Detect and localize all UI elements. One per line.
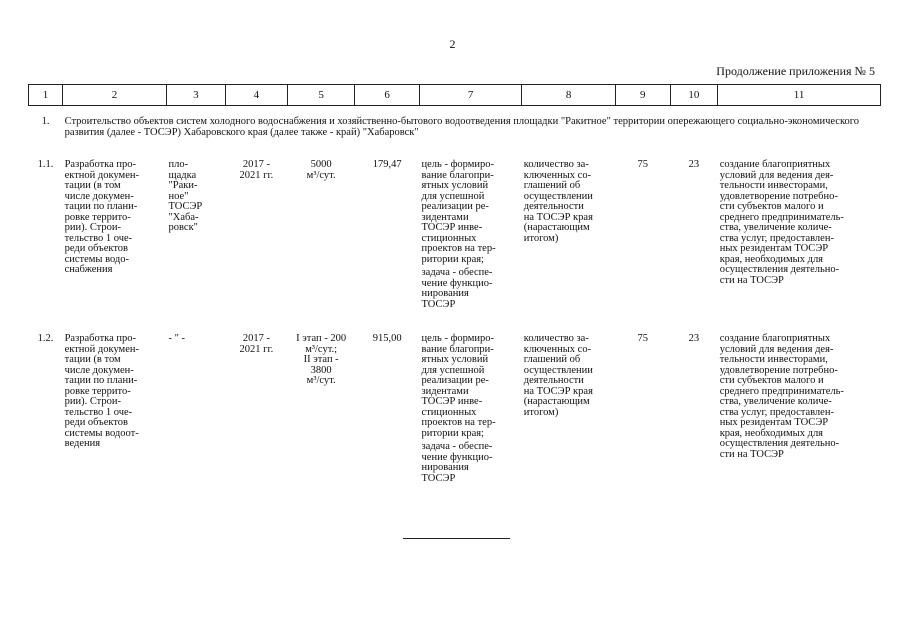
text-line: условий для ведения дея-	[719, 343, 834, 355]
goal-task-cell	[420, 140, 522, 334]
text-line: пло-	[168, 159, 189, 171]
text-line: рии). Строи-	[64, 396, 122, 408]
row-number: 1.2.	[37, 333, 54, 345]
text-line: тации (в том	[64, 354, 121, 366]
text-line: ТОСЭР инве-	[421, 222, 483, 234]
text-line: тельности инвесторами,	[719, 180, 828, 192]
text-line: осуществления деятельно-	[719, 438, 840, 450]
text-line: тации по плани-	[64, 375, 138, 387]
goal-task-cell	[420, 334, 522, 508]
text-line: ства, увеличение количе-	[719, 396, 832, 408]
task-text	[422, 442, 520, 484]
text-line: системы водо-	[64, 253, 130, 265]
bottom-rule	[403, 538, 510, 539]
continuation-title: Продолжение приложения № 5	[716, 64, 875, 78]
text-line: стиционных	[421, 232, 477, 244]
text-line: числе докумен-	[64, 364, 134, 376]
cost-cell: 915,00	[372, 333, 402, 345]
text-line: ритории края;	[421, 427, 484, 439]
text-line: ное"	[168, 190, 189, 202]
text-line: ства, увеличение количе-	[719, 222, 832, 234]
text-line: чение функцио-	[421, 451, 493, 463]
text-line: снабжения	[64, 264, 113, 276]
period-cell	[225, 140, 287, 334]
text-line: ведения	[64, 438, 101, 450]
section-title: Строительство объектов систем холодного водоснабжения и хозяйственно-бытового водоотведения площадки "Ракитное" территории опережающего социально-экономического развития (далее - ТОСЭР) Хабаровского края (далее также - край) "Хабаровск"	[64, 116, 860, 139]
effect-cell	[718, 140, 881, 334]
text-line: тации по плани-	[64, 201, 138, 213]
text-line: ТОСЭР инве-	[421, 396, 483, 408]
text-line: 2017 -	[242, 159, 270, 171]
text-line: (нарастающим	[523, 396, 590, 408]
text-line: зидентами	[421, 211, 469, 223]
goal-text	[422, 160, 520, 265]
text-line: на ТОСЭР края	[523, 385, 593, 397]
text-line: для успешной	[421, 190, 485, 202]
text-line: 2021 гг.	[239, 343, 274, 355]
text-line: 2017 -	[242, 333, 270, 345]
table-row	[29, 140, 881, 334]
header-cell-3: 3	[167, 85, 226, 106]
text-line: деятельности	[523, 201, 584, 213]
text-line: Разработка про-	[64, 333, 137, 345]
text-line: нирования	[421, 462, 469, 474]
row-number: 1.1.	[37, 159, 54, 171]
text-line: удовлетворение потребно-	[719, 364, 838, 376]
text-line: м³/сут.	[306, 375, 336, 387]
text-line: реализации ре-	[421, 375, 489, 387]
col10-cell: 23	[688, 333, 700, 345]
text-line: ровск"	[168, 222, 198, 234]
capacity-cell	[287, 140, 354, 334]
header-row	[29, 85, 881, 106]
header-cell-2: 2	[63, 85, 167, 106]
text-line: (нарастающим	[523, 222, 590, 234]
text-line: реди объектов	[64, 243, 128, 255]
text-line: тельство 1 оче-	[64, 232, 133, 244]
text-line: м³/сут.	[306, 169, 336, 181]
text-line: итогом)	[523, 232, 559, 244]
text-line: щадка	[168, 169, 197, 181]
text-line: тельности инвесторами,	[719, 354, 828, 366]
text-line: числе докумен-	[64, 190, 134, 202]
text-line: - " -	[168, 333, 186, 345]
text-line: ровке террито-	[64, 211, 131, 223]
text-line: реализации ре-	[421, 201, 489, 213]
col10-cell: 23	[688, 159, 700, 171]
page-number: 2	[449, 37, 456, 51]
work-name-cell	[63, 140, 167, 334]
task-text	[422, 268, 520, 310]
text-line: реди объектов	[64, 417, 128, 429]
indicator-cell	[522, 334, 616, 508]
text-line: глашений об	[523, 180, 581, 192]
text-line: удовлетворение потребно-	[719, 190, 838, 202]
text-line: деятельности	[523, 375, 584, 387]
location-cell	[167, 334, 226, 508]
location-cell	[167, 140, 226, 334]
text-line: зидентами	[421, 385, 469, 397]
goal-text	[422, 334, 520, 439]
appendix-table	[28, 84, 881, 508]
text-line: системы водоот-	[64, 427, 139, 439]
text-line: цель - формиро-	[421, 333, 494, 345]
text-line: проектов на тер-	[421, 417, 496, 429]
period-cell	[225, 334, 287, 508]
header-cell-6: 6	[355, 85, 420, 106]
text-line: создание благоприятных	[719, 333, 831, 345]
text-line: осуществления деятельно-	[719, 264, 840, 276]
header-cell-5: 5	[287, 85, 354, 106]
col9-cell: 75	[637, 333, 648, 345]
text-line: условий для ведения дея-	[719, 169, 834, 181]
item-rows	[29, 140, 881, 508]
text-line: вание благопри-	[421, 343, 494, 355]
spacer-row	[29, 106, 881, 115]
text-line: ства услуг, предоставлен-	[719, 232, 834, 244]
text-line: края, необходимых для	[719, 427, 824, 439]
text-line: задача - обеспе-	[421, 267, 493, 279]
col9-cell: 75	[637, 159, 648, 171]
header-cell-10: 10	[670, 85, 718, 106]
section-row	[29, 114, 881, 140]
header-cell-7: 7	[420, 85, 522, 106]
capacity-cell	[287, 334, 354, 508]
text-line: среднего предприниматель-	[719, 211, 844, 223]
text-line: II этап -	[303, 354, 339, 366]
text-line: цель - формиро-	[421, 159, 494, 171]
text-line: на ТОСЭР края	[523, 211, 593, 223]
text-line: ятных условий	[421, 180, 489, 192]
text-line: сти на ТОСЭР	[719, 448, 784, 460]
spacer-cell	[29, 106, 881, 115]
text-line: ятных условий	[421, 354, 489, 366]
header-cell-1: 1	[29, 85, 63, 106]
text-line: ТОСЭР	[421, 472, 456, 484]
text-line: ритории края;	[421, 253, 484, 265]
text-line: тельство 1 оче-	[64, 406, 133, 418]
indicator-cell	[522, 140, 616, 334]
text-line: количество за-	[523, 159, 589, 171]
text-line: проектов на тер-	[421, 243, 496, 255]
text-line: ровке террито-	[64, 385, 131, 397]
text-line: количество за-	[523, 333, 589, 345]
text-line: сти субъектов малого и	[719, 375, 824, 387]
text-line: 2021 гг.	[239, 169, 274, 181]
text-line: ектной докумен-	[64, 169, 139, 181]
text-line: рии). Строи-	[64, 222, 122, 234]
effect-cell	[718, 334, 881, 508]
text-line: I этап - 200	[296, 333, 347, 345]
header-cell-9: 9	[615, 85, 670, 106]
text-line: для успешной	[421, 364, 485, 376]
header-cell-11: 11	[718, 85, 881, 106]
text-line: сти на ТОСЭР	[719, 274, 784, 286]
text-line: осуществлении	[523, 364, 593, 376]
text-line: нирования	[421, 288, 469, 300]
table-row	[29, 334, 881, 508]
section-number: 1.	[41, 116, 50, 127]
text-line: стиционных	[421, 406, 477, 418]
text-line: вание благопри-	[421, 169, 494, 181]
text-line: м³/сут.;	[305, 343, 338, 355]
text-line: ных резидентам ТОСЭР	[719, 243, 829, 255]
text-line: сти субъектов малого и	[719, 201, 824, 213]
text-line: ТОСЭР	[421, 298, 456, 310]
text-line: осуществлении	[523, 190, 593, 202]
text-line: края, необходимых для	[719, 253, 824, 265]
text-line: ектной докумен-	[64, 343, 139, 355]
text-line: 3800	[310, 364, 332, 376]
text-line: глашений об	[523, 354, 581, 366]
text-line: чение функцио-	[421, 277, 493, 289]
text-line: ТОСЭР	[168, 201, 203, 213]
text-line: задача - обеспе-	[421, 441, 493, 453]
text-line: 5000	[310, 159, 332, 171]
text-line: создание благоприятных	[719, 159, 831, 171]
text-line: ства услуг, предоставлен-	[719, 406, 834, 418]
header-cell-8: 8	[522, 85, 616, 106]
text-line: среднего предприниматель-	[719, 385, 844, 397]
text-line: ных резидентам ТОСЭР	[719, 417, 829, 429]
work-name-cell	[63, 334, 167, 508]
text-line: тации (в том	[64, 180, 121, 192]
text-line: "Хаба-	[168, 211, 199, 223]
text-line: итогом)	[523, 406, 559, 418]
text-line: "Раки-	[168, 180, 198, 192]
text-line: ключенных со-	[523, 169, 592, 181]
text-line: Разработка про-	[64, 159, 137, 171]
header-cell-4: 4	[225, 85, 287, 106]
text-line: ключенных со-	[523, 343, 592, 355]
cost-cell: 179,47	[372, 159, 402, 171]
